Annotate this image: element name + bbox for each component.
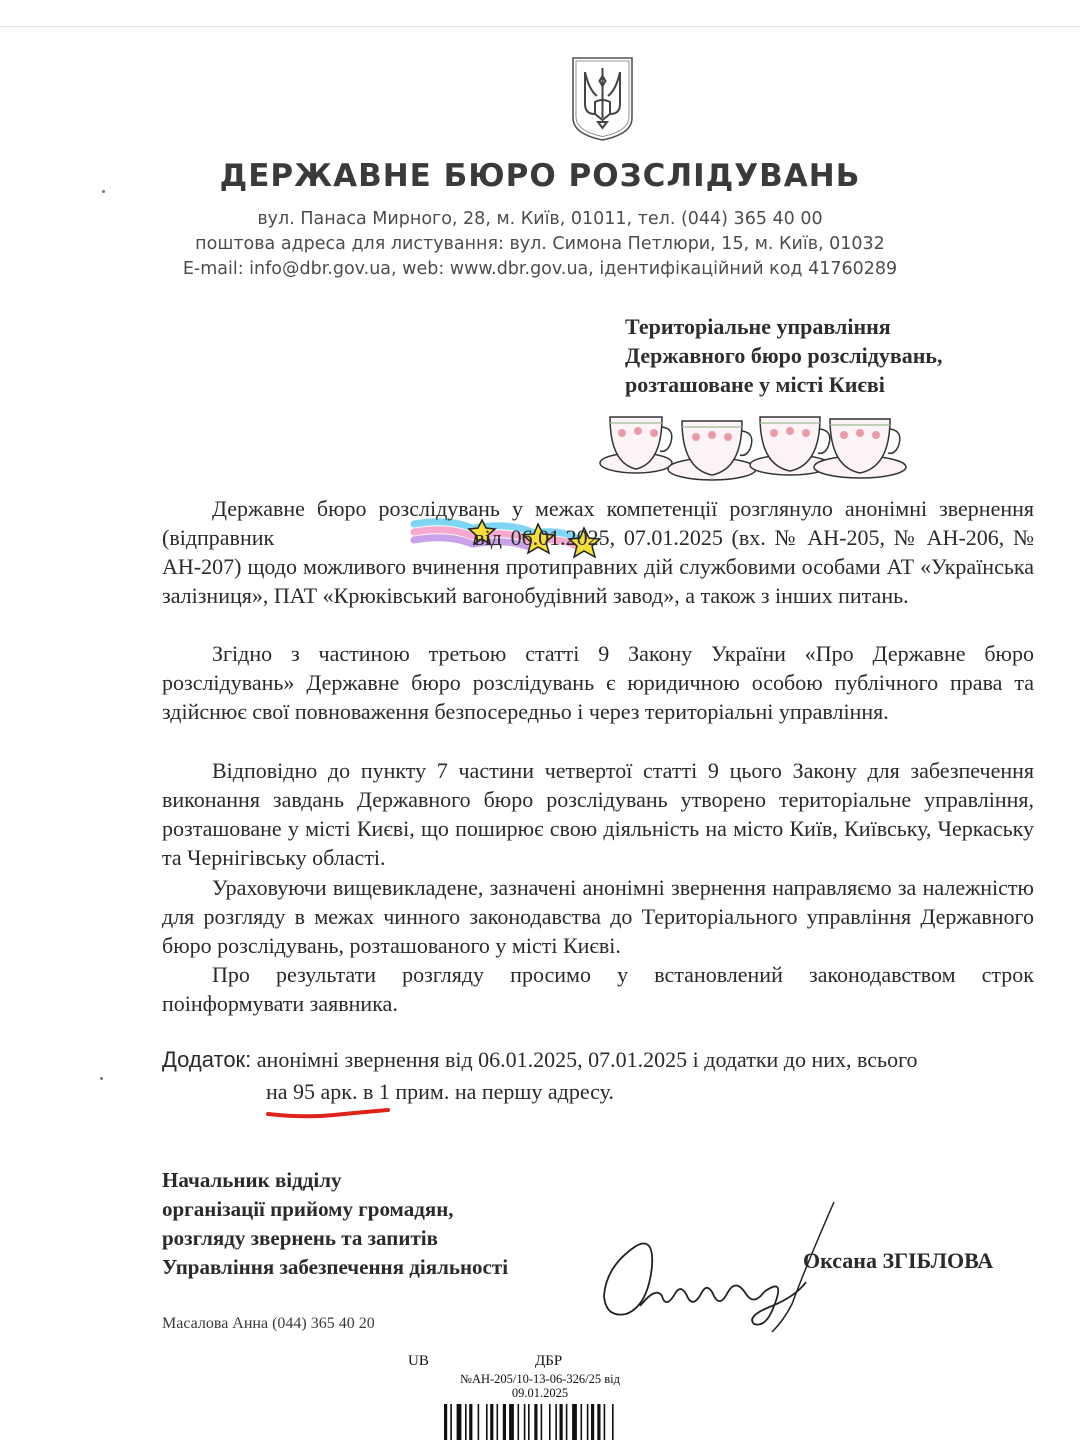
barcode-bar	[549, 1404, 551, 1440]
barcode-bar	[469, 1404, 472, 1440]
postal-address-line: поштова адреса для листування: вул. Симона Петлюри, 15, м. Київ, 01032	[195, 234, 885, 254]
annex-line-2: в 1 прим. на першу адресу.	[363, 1079, 614, 1104]
registration-left-code: UB	[408, 1353, 429, 1369]
paragraph-2	[162, 639, 1034, 726]
paragraph-5	[162, 960, 1034, 1018]
paragraph-4	[162, 873, 1034, 960]
signatory-line: Управління забезпечення діяльності	[162, 1255, 509, 1279]
paragraph-3-text: Відповідно до пункту 7 частини четвертої статті 9 цього Закону для забезпечення виконання завдань Державного бюро розслідувань утворено територіальне управління, розташоване у місті Києві, що поширює свою діяльність на місто Київ, Київську, Черкаську та Чернігівську області.	[162, 758, 1034, 870]
barcode-bar	[490, 1404, 493, 1440]
barcode-bar	[597, 1404, 600, 1440]
barcode-bar	[450, 1404, 452, 1440]
paragraph-3	[162, 756, 1034, 872]
paragraph-5-text: Про результати розгляду просимо у встановлений законодавством строк поінформувати заявника.	[162, 962, 1034, 1016]
barcode-bar	[465, 1404, 467, 1440]
barcode-bar	[560, 1404, 563, 1440]
sheet-count: на 95 арк.	[266, 1079, 358, 1104]
barcode-bar	[524, 1404, 526, 1440]
barcode-bar	[444, 1404, 447, 1440]
email-web-line: E-mail: info@dbr.gov.ua, web: www.dbr.gov.ua, ідентифікаційний код 41760289	[182, 259, 898, 279]
barcode-bar	[478, 1404, 480, 1440]
registration-number-text: №АН-205/10-13-06-326/25 від	[460, 1372, 620, 1386]
barcode-bar	[566, 1404, 568, 1440]
barcode-bar	[457, 1404, 462, 1440]
registration-right-code: ДБР	[535, 1353, 563, 1369]
paragraph-4-text: Ураховуючи вищевикладене, зазначені анонімні звернення направляємо за належністю для розгляду в межах чинного законодавства до Територіального управління Державного бюро розслідувань, розташованого у місті Києві.	[162, 875, 1034, 958]
barcode-bar	[541, 1404, 543, 1440]
organization-name: ДЕРЖАВНЕ БЮРО РОЗСЛІДУВАНЬ	[219, 158, 861, 194]
barcode-bar	[555, 1404, 557, 1440]
paragraph-1-end: від 06.01.2025, 07.01.2025 (вх. № АН-205, № АН-206, № АН-207) щодо можливого вчинення протиправних дій службовими особами АТ «Українська залізниця», ПАТ «Крюківський вагонобудівний завод», а також з інших питань.	[162, 525, 1034, 608]
signatory-line: розгляду звернень та запитів	[162, 1226, 438, 1250]
signatory-name: Оксана ЗГІБЛОВА	[803, 1248, 994, 1273]
barcode-bar	[497, 1404, 499, 1440]
signatory-line: організації прийому громадян,	[162, 1197, 454, 1221]
barcode-bar	[518, 1404, 520, 1440]
paragraph-1-start: Державне бюро розслідувань у межах компетенції розглянуло анонімні звернення (відправник	[162, 496, 1034, 550]
teacups-sticker-icon	[598, 405, 910, 487]
barcode-bar	[572, 1404, 577, 1440]
executor-contact: Масалова Анна (044) 365 40 20	[162, 1315, 375, 1332]
red-underline-mark	[264, 1092, 392, 1122]
signatory-line: Начальник відділу	[162, 1168, 342, 1192]
scan-speck	[100, 1077, 103, 1080]
addressee-line: Державного бюро розслідувань,	[625, 343, 943, 368]
barcode-bar	[581, 1404, 583, 1440]
addressee-block	[625, 312, 1065, 399]
barcode-bar	[612, 1404, 614, 1440]
barcode-bar	[528, 1404, 530, 1440]
addressee-line: розташоване у місті Києві	[625, 372, 885, 397]
trident-coat-of-arms-icon	[571, 56, 634, 142]
address-line: вул. Панаса Мирного, 28, м. Київ, 01011, тел. (044) 365 40 00	[257, 209, 823, 229]
barcode-bar	[486, 1404, 488, 1440]
signatory-title	[162, 1166, 622, 1282]
barcode-bar	[534, 1404, 537, 1440]
barcode-bar	[503, 1404, 506, 1440]
annex-line-1: анонімні звернення від 06.01.2025, 07.01.2025 і додатки до них, всього	[256, 1047, 918, 1072]
barcode-icon	[444, 1404, 670, 1440]
barcode-bar	[604, 1404, 606, 1440]
barcode-bar	[591, 1404, 594, 1440]
paragraph-2-text: Згідно з частиною третьою статті 9 Закону України «Про Державне бюро розслідувань» Державне бюро розслідувань є юридичною особою публічного права та здійснює свої повноваження безпосередньо і через територіальні управління.	[162, 641, 1034, 724]
barcode-bar	[509, 1404, 514, 1440]
scan-speck	[102, 190, 105, 193]
barcode-bar	[587, 1404, 589, 1440]
registration-date: 09.01.2025	[511, 1386, 569, 1400]
paragraph-1	[162, 494, 1034, 610]
addressee-line: Територіальне управління	[625, 314, 891, 339]
annex-label: Додаток:	[162, 1047, 252, 1072]
registration-number	[440, 1372, 640, 1400]
page-edge	[0, 26, 1080, 27]
